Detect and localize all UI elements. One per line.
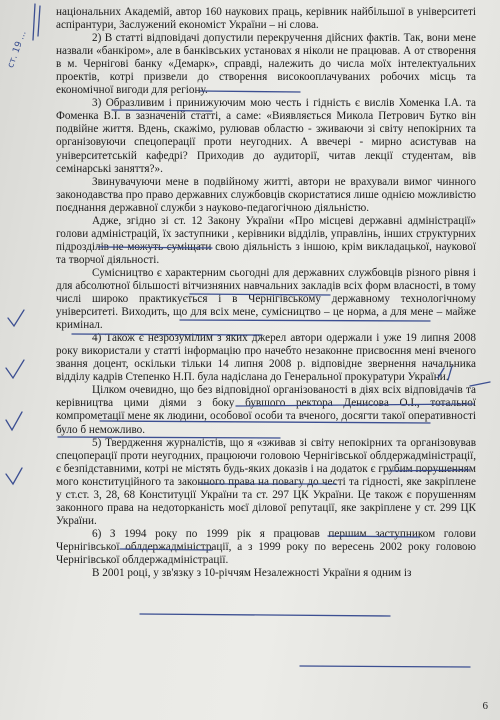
margin-stroke (33, 4, 35, 40)
paragraph-6: Сумісництво є характерним сьогодні для державних службовців різного рівня і для абсолютної більшості вітчизняних навчальних закладів всіх форм власності, в тому числі широко практикується і в Чернігівському державному технологічному університеті. Виходить, що для всіх мене, сумісництво – це норма, а для мене – майже кримінал. (56, 266, 476, 332)
paragraph-7: 4) Також є незрозумілим з яких джерел автори одержали і уже 19 липня 2008 року використали у статті інформацію про начебто незаконне присвоєння мені вченого звання доцент, оскільки тільки 14 липня 2008 р. відповідне звернення начальника відділу кадрів Степенко Н.П. була надіслана до Генеральної прокуратури України. (56, 332, 476, 384)
paragraph-5: Адже, згідно зі ст. 12 Закону України «Про місцеві державні адміністрації» голови адміністрацій, їх заступники , керівники відділів, управлінь, інших структурних підрозділів не можуть суміщати свою діяльність з іншою, крім викладацької, наукової та творчої діяльності. (56, 214, 476, 266)
paragraph-8: Цілком очевидно, що без відповідної організованості в діях всіх відповідачів та керівництва цими діями з боку бувшого ректора Денисова О.І., тотальної компрометації мене як людини, особової особи та вченого, досягти такої оперативності було б неможливо. (56, 384, 476, 436)
underline (140, 614, 390, 616)
check-mark-3 (6, 412, 22, 430)
check-mark-1 (8, 310, 24, 326)
paragraph-2: 2) В статті відповідачі допустили перекручення дійсних фактів. Так, вони мене назвали «банкіром», але в банківських установах я ніколи не працював. А от створення в м. Чернігові банку «Демарк», справді, належить до числа моїх інтелектуальних проектів, котрі призвели до створення високооплачуваних робочих місць та економічної вигоди для регіону. (56, 32, 476, 97)
paragraph-1: національних Академій, автор 160 наукових праць, керівник найбільшої в університеті аспірантури, Заслужений економіст України – ні слова. (56, 6, 476, 32)
paragraph-11: В 2001 році, у зв'язку з 10-річчям Незалежності України я одним із (92, 567, 412, 580)
check-mark-4 (6, 468, 22, 484)
paragraph-4: Звинувачуючи мене в подвійному житті, автори не врахували вимог чинного законодавства про право державних службовців скористатися лише однією можливістю поєднання державної служби з науково-педагогічною діяльністю. (56, 175, 476, 214)
underline (300, 666, 470, 667)
page-number: 6 (482, 700, 488, 712)
document-body (56, 6, 476, 580)
margin-stroke (38, 6, 40, 36)
paragraph-10: 6) З 1994 року по 1999 рік я працював першим заступником голови Чернігівської облдержадміністрації, а з 1999 року по вересень 2002 року головою Чернігівської облдержадміністрації. (56, 527, 476, 566)
paragraph-9: 5) Твердження журналістів, що я «зживав зі світу непокірних та організовував спецоперації проти неугодних, працюючи головою Чернігівської облдержадміністрації, є безпідставними, котрі не містять будь-яких доказів і на додаток є грубим порушенням мого конституційного та законного права на повагу до честі та гідності, яке закріплене у ст.ст. 3, 28, 68 Конституції України та ст. 297 ЦК України. Це також є порушенням законного права на недоторканість моєї ділової репутації, яке закріплене у ст. 299 ЦК України. (56, 436, 476, 527)
check-mark-2 (6, 360, 24, 378)
margin-note: ст. 19 ... (6, 29, 29, 70)
paragraph-3: 3) Образливим і принижуючим мою честь і гідність є вислів Хоменка І.А. та Фоменка В.І. в зазначеній статті, а саме: «Виявляється Микола Петрович Бутко він подвійне життя. Вдень, скажімо, рулював областю - зживаючи зі світу непокірних та організовуючи спецоперації проти неугодних. А ввечері - мирно асистував на університетській кафедрі? Приходив до аудиторії, читав лекції студентам, вів семінарські заняття?». (56, 97, 476, 175)
